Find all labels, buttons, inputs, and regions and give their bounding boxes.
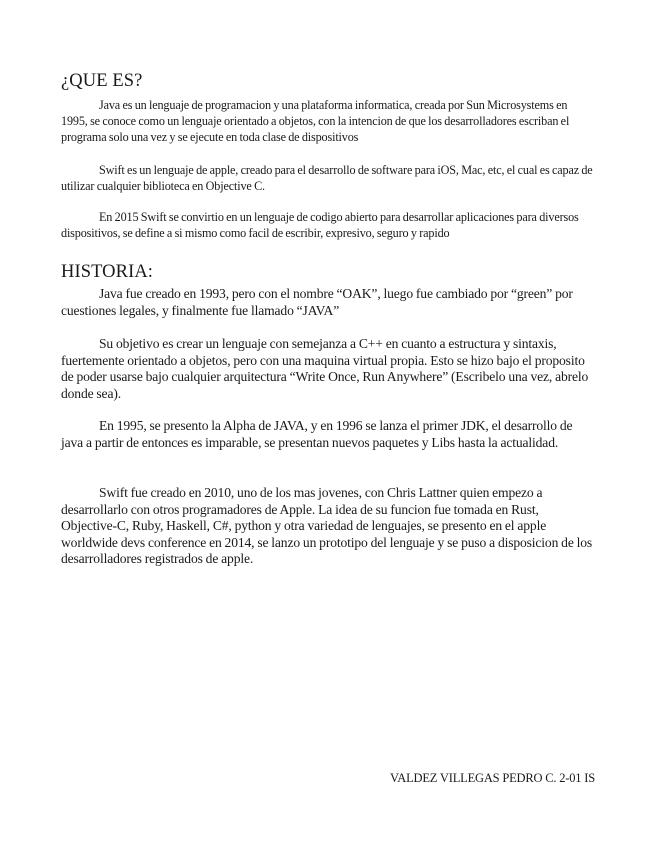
que-es-paragraph-3: En 2015 Swift se convirtio en un lenguaje de codigo abierto para desarrollar aplicaciones para diversos dispositivos, se define a si mismo como facil de escribir, expresivo, seguro y rapido [61, 210, 579, 240]
historia-paragraph-3: En 1995, se presento la Alpha de JAVA, y en 1996 se lanza el primer JDK, el desarrollo de java a partir de entonces es imparable, se presentan nuevos paquetes y Libs hasta la actualidad. [61, 418, 573, 450]
historia-heading: HISTORIA: [61, 262, 154, 282]
que-es-heading: ¿QUE ES? [61, 71, 143, 91]
que-es-paragraph-2: Swift es un lenguaje de apple, creado para el desarrollo de software para iOS, Mac, etc, el cual es capaz de utilizar cualquier biblioteca en Objective C. [61, 163, 593, 193]
author-footer: VALDEZ VILLEGAS PEDRO C. 2-01 IS [390, 771, 595, 785]
historia-paragraph-1: Java fue creado en 1993, pero con el nombre “OAK”, luego fue cambiado por “green” por cuestiones legales, y finalmente fue llamado “JAVA” [61, 286, 573, 318]
historia-paragraph-2: Su objetivo es crear un lenguaje con semejanza a C++ en cuanto a estructura y sintaxis, fuertemente orientado a objetos, pero con una maquina virtual propia. Esto se hizo bajo el proposito de poder usarse bajo cualquier arquitectura “Write Once, Run Anywhere” (Escribelo una vez, abrelo donde sea). [61, 336, 589, 401]
historia-paragraph-4: Swift fue creado en 2010, uno de los mas jovenes, con Chris Lattner quien empezo a desarrollarlo con otros programadores de Apple. La idea de su funcion fue tomada en Rust, Objective-C, Ruby, Haskell, C#, python y otra variedad de lenguajes, se presento en el apple worldwide devs conference en 2014, se lanzo un prototipo del lenguaje y se puso a disposicion de los desarrolladores registrados de apple. [61, 485, 593, 566]
que-es-paragraph-1: Java es un lenguaje de programacion y una plataforma informatica, creada por Sun Microsystems en 1995, se conoce como un lenguaje orientado a objetos, con la intencion de que los desarrolladores escriban el programa solo una vez y se ejecute en toda clase de dispositivos [61, 98, 570, 144]
